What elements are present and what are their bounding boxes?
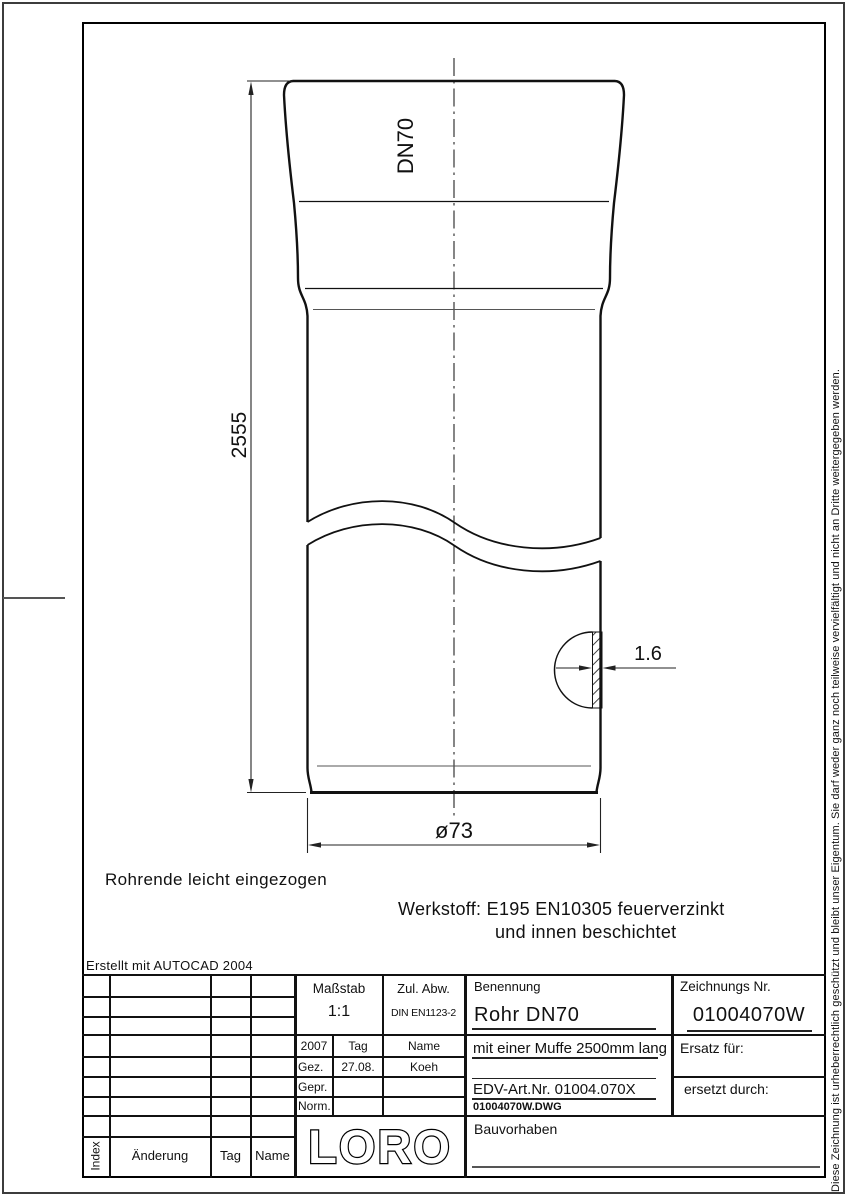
ersetzt-durch-label: ersetzt durch: <box>684 1081 769 1097</box>
bauvorhaben-label: Bauvorhaben <box>474 1121 558 1137</box>
length-label: 2555 <box>228 411 251 459</box>
note-material-line1: Werkstoff: E195 EN10305 feuerverzinkt <box>398 899 725 919</box>
zeichnungs-nr-value: 01004070W <box>692 1004 806 1026</box>
wall-thickness-detail <box>555 632 603 708</box>
approval-name-header: Name <box>407 1039 440 1053</box>
dimension-wall-thickness <box>556 643 676 671</box>
gez-tag: 27.08. <box>341 1060 375 1074</box>
zul-abw-value: DIN EN1123-2 <box>390 1007 457 1019</box>
rev-tag-header-label: Tag <box>220 1148 241 1163</box>
copyright-vertical-note: Diese Zeichnung ist urheberrechtlich geschützt und bleibt unser Eigentum. Sie darf weder ganz noch teilweise vervielfältigt und nicht an Dritte weitergegeben werden. <box>830 368 842 1192</box>
benennung-subtitle: mit einer Muffe 2500mm lang <box>473 1040 667 1057</box>
index-header-label: Index <box>89 1141 104 1171</box>
index-header-cell <box>84 1136 108 1176</box>
masstab-label: Maßstab <box>312 981 366 996</box>
gepr-label: Gepr. <box>298 1080 328 1094</box>
masstab-value: 1:1 <box>327 1003 351 1020</box>
dwg-filename: 01004070W.DWG <box>473 1101 562 1113</box>
approval-tag-header: Tag <box>348 1039 368 1053</box>
gez-name: Koeh <box>409 1060 439 1074</box>
benennung-value: Rohr DN70 <box>474 1004 580 1026</box>
wall-thickness-label: 1.6 <box>634 643 662 665</box>
loro-logo <box>297 1117 463 1176</box>
benennung-label: Benennung <box>474 979 541 994</box>
rev-name-header-label: Name <box>255 1148 290 1163</box>
zeichnungs-nr-label: Zeichnungs Nr. <box>680 979 771 994</box>
nominal-diameter-label: DN70 <box>393 117 418 175</box>
edv-art-nr: EDV-Art.Nr. 01004.070X <box>473 1081 636 1098</box>
ersatz-fuer-label: Ersatz für: <box>680 1040 744 1056</box>
created-with-note: Erstellt mit AUTOCAD 2004 <box>86 958 253 973</box>
approval-year: 2007 <box>300 1039 328 1053</box>
loro-logo-text: LORO <box>308 1120 452 1173</box>
norm-label: Norm. <box>298 1099 331 1113</box>
diameter-label: ø73 <box>435 818 473 843</box>
zul-abw-label: Zul. Abw. <box>397 981 450 996</box>
note-pipe-end: Rohrende leicht eingezogen <box>105 870 328 889</box>
aenderung-header-label: Änderung <box>131 1148 189 1163</box>
dimension-length <box>228 81 306 793</box>
gez-label: Gez. <box>298 1060 324 1074</box>
note-material-line2: und innen beschichtet <box>495 922 677 942</box>
